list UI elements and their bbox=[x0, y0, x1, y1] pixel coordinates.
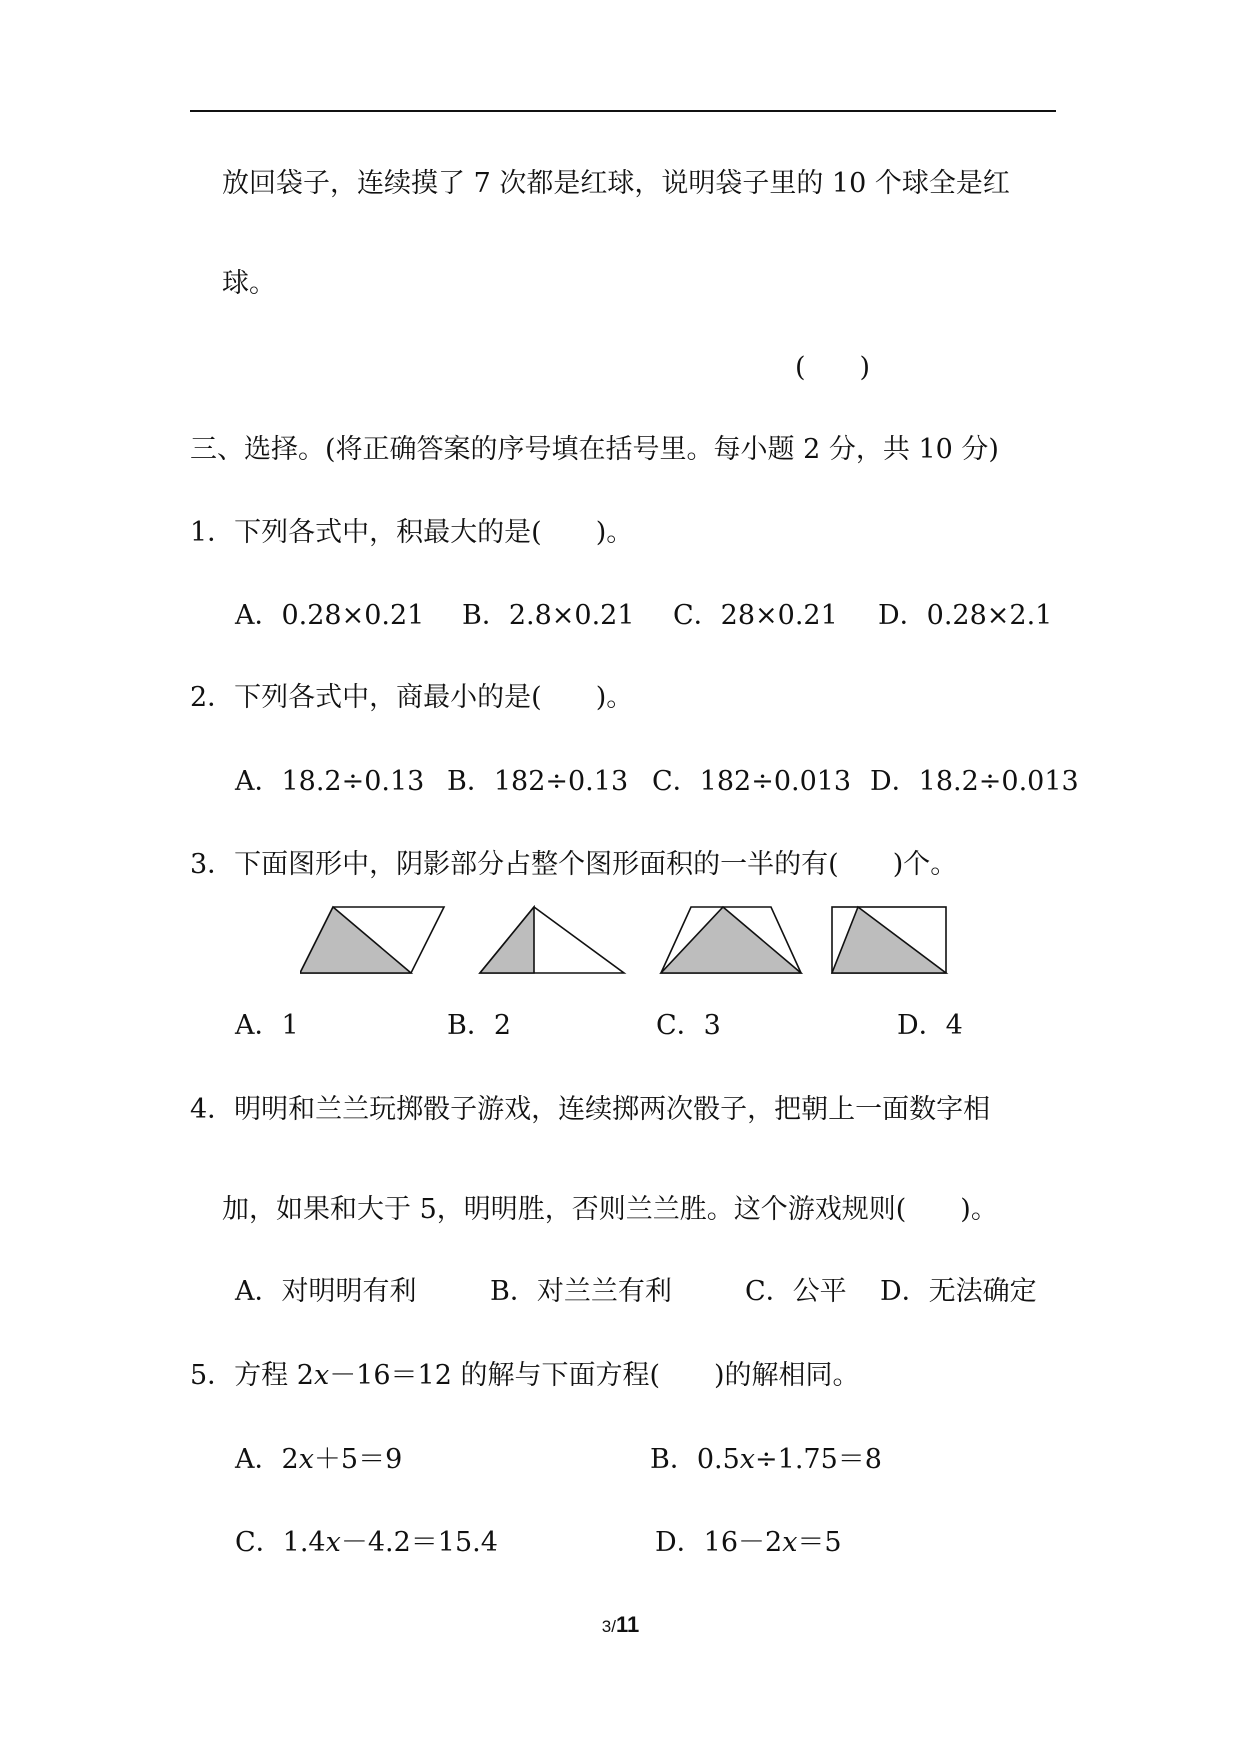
q3-option-a: A．1 bbox=[235, 1010, 299, 1041]
q5-option-b-post: ÷1.75＝8 bbox=[755, 1444, 882, 1475]
figure-right-triangle-split bbox=[480, 907, 624, 973]
q5-option-d-pre: D．16－2 bbox=[655, 1527, 783, 1558]
q5-option-c-var: x bbox=[325, 1527, 341, 1558]
q2-option-c: C．182÷0.013 bbox=[652, 766, 852, 797]
q2-option-a: A．18.2÷0.13 bbox=[235, 766, 425, 797]
q5-option-b-pre: B．0.5 bbox=[650, 1444, 740, 1475]
q2-stem: 2．下列各式中，商最小的是( )。 bbox=[190, 682, 634, 713]
q3-figures bbox=[300, 905, 950, 975]
q5-option-d-var: x bbox=[782, 1527, 798, 1558]
page-total: 11 bbox=[615, 1612, 640, 1637]
q5-option-b-var: x bbox=[739, 1444, 756, 1475]
q5-option-c-post: －4.2＝15.4 bbox=[340, 1527, 498, 1558]
q3-option-b: B．2 bbox=[447, 1010, 512, 1041]
q5-option-a-var: x bbox=[298, 1444, 314, 1475]
continued-question-line2: 球。 bbox=[222, 268, 276, 299]
continued-question-line1: 放回袋子，连续摸了 7 次都是红球，说明袋子里的 10 个球全是红 bbox=[222, 168, 1010, 199]
q5-option-a bbox=[235, 1444, 402, 1476]
q5-stem-var: x bbox=[313, 1360, 330, 1391]
q3-option-c: C．3 bbox=[656, 1010, 721, 1041]
page-number bbox=[0, 1612, 1241, 1638]
figure-rectangle-diagonal-triangle bbox=[832, 907, 946, 973]
q4-option-d: D．无法确定 bbox=[880, 1276, 1037, 1307]
q2-option-b: B．182÷0.13 bbox=[447, 766, 629, 797]
q5-option-d bbox=[655, 1527, 842, 1559]
q5-option-b bbox=[650, 1444, 882, 1476]
page-current: 3/ bbox=[601, 1617, 616, 1636]
q3-stem: 3．下面图形中，阴影部分占整个图形面积的一半的有( )个。 bbox=[190, 849, 958, 880]
answer-parenthesis: ( ) bbox=[795, 352, 871, 383]
q5-stem-pre: 5．方程 2 bbox=[190, 1360, 314, 1391]
q1-option-c: C．28×0.21 bbox=[673, 600, 838, 631]
q4-stem-line1: 4．明明和兰兰玩掷骰子游戏，连续掷两次骰子，把朝上一面数字相 bbox=[190, 1094, 991, 1125]
figure-trapezoid-inner-triangle bbox=[661, 907, 801, 973]
q5-option-c bbox=[235, 1527, 498, 1559]
q1-stem: 1．下列各式中，积最大的是( )。 bbox=[190, 517, 634, 548]
q5-option-c-pre: C．1.4 bbox=[235, 1527, 326, 1558]
q1-option-a: A．0.28×0.21 bbox=[235, 600, 425, 631]
q2-option-d: D．18.2÷0.013 bbox=[870, 766, 1079, 797]
q5-stem bbox=[190, 1360, 860, 1392]
section-heading: 三、选择。(将正确答案的序号填在括号里。每小题 2 分，共 10 分) bbox=[190, 434, 999, 465]
q5-stem-post: －16＝12 的解与下面方程( )的解相同。 bbox=[329, 1360, 860, 1391]
q1-option-d: D．0.28×2.1 bbox=[878, 600, 1053, 631]
top-rule bbox=[190, 110, 1056, 112]
q4-option-b: B．对兰兰有利 bbox=[490, 1276, 672, 1307]
q5-option-d-post: ＝5 bbox=[797, 1527, 842, 1558]
q5-option-a-pre: A．2 bbox=[235, 1444, 299, 1475]
figure-parallelogram-half-shaded bbox=[300, 907, 444, 973]
q5-option-a-post: ＋5＝9 bbox=[313, 1444, 403, 1475]
q1-option-b: B．2.8×0.21 bbox=[462, 600, 635, 631]
q4-stem-line2: 加，如果和大于 5，明明胜，否则兰兰胜。这个游戏规则( )。 bbox=[222, 1194, 998, 1225]
q4-option-a: A．对明明有利 bbox=[235, 1276, 417, 1307]
q4-option-c: C．公平 bbox=[745, 1276, 847, 1307]
q3-option-d: D．4 bbox=[897, 1010, 963, 1041]
